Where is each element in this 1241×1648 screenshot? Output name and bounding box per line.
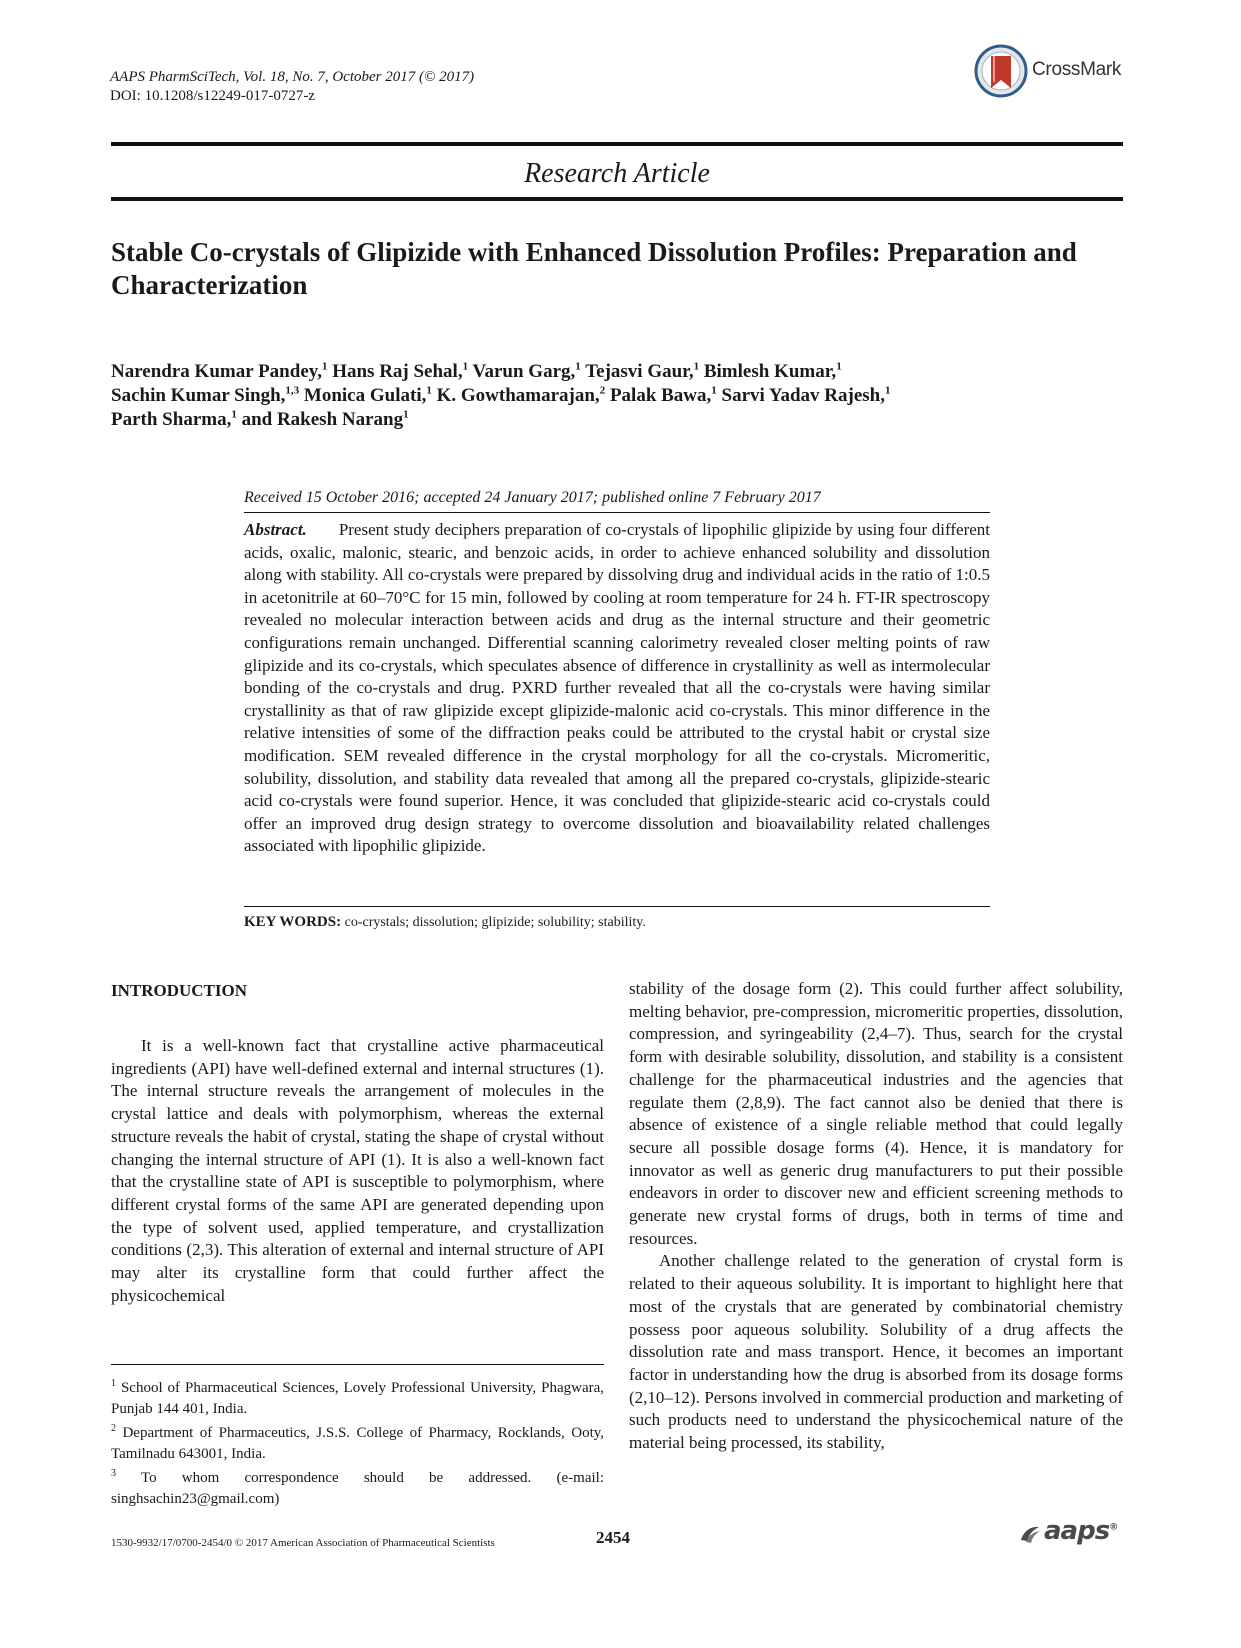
- header-rule-bottom: [111, 197, 1123, 201]
- keywords-text: co-crystals; dissolution; glipizide; solubility; stability.: [344, 915, 646, 930]
- author: Narendra Kumar Pandey,$^1$: [111, 360, 328, 382]
- crossmark-label: CrossMark: [1032, 59, 1122, 80]
- author-list: [111, 360, 1011, 432]
- author: and Rakesh Narang$^1$: [241, 408, 409, 430]
- author: K. Gowthamarajan,$^2$: [436, 384, 606, 406]
- intro-paragraph: It is a well-known fact that crystalline active pharmaceutical ingredients (API) have well-defined external and internal structures (1). The internal structure reveals the arrangement of molecules in the crystal lattice and deals with polymorphism, whereas the external structure reveals the habit of crystal, stating the shape of crystal without changing the internal structure of API (1). It is also a well-known fact that the crystalline state of API is susceptible to polymorphism, where different crystal forms of the same API are generated depending upon the type of solvent used, applied temperature, and crystallization conditions (2,3). This alteration of external and internal structure of API may alter its crystalline form that could further affect the physicochemical: [111, 1036, 604, 1305]
- author: Palak Bawa,$^1$: [609, 384, 717, 406]
- footnote-rule: [111, 1364, 604, 1365]
- aaps-wordmark: aaps®: [1044, 1516, 1118, 1546]
- footnote: $^1$ School of Pharmaceutical Sciences, Lovely Professional University, Phagwara, Punjab 144 401, India.: [111, 1378, 605, 1417]
- abstract-label: Abstract.: [244, 520, 307, 539]
- crossmark-icon: [974, 44, 1028, 98]
- author: Hans Raj Sehal,$^1$: [332, 360, 469, 382]
- right-column-body: [629, 978, 1123, 1455]
- intro-paragraph-continued: stability of the dosage form (2). This could further affect solubility, melting behavior, pre-compression, micromeritic properties, dissolution, compression, and syringeability (2,4–7). Thus, search for the crystal form with desirable solubility, dissolution, and stability is a consistent challenge for the pharmaceutical industries and the agencies that regulate them (2,8,9). The fact cannot also be denied that there is absence of existence of a single reliable method that could legally secure all possible dosage forms (4). Hence, it is mandatory for innovator as well as generic drug manufacturers to put their possible endeavors in order to discover new and efficient screening methods to generate new crystal forms of drugs, both in terms of time and resources.: [629, 979, 1123, 1248]
- abstract-text: Present study deciphers preparation of co-crystals of lipophilic glipizide by using four different acids, oxalic, malonic, stearic, and benzoic acids, in order to achieve enhanced solubility and dissolution along with stability. All co-crystals were prepared by dissolving drug and individual acids in the ratio of 1:0.5 in acetonitrile at 60–70°C for 15 min, followed by cooling at room temperature for 24 h. FT-IR spectroscopy revealed no molecular interaction between acids and drug as the internal structure and their geometric configurations remain unchanged. Differential scanning calorimetry revealed closer melting points of raw glipizide and its co-crystals, which speculates absence of difference in crystallinity as well as intermolecular bonding of the co-crystals and drug. PXRD further revealed that all the co-crystals were having similar crystallinity as that of raw glipizide except glipizide-malonic acid co-crystals. This minor difference in the relative intensities of some of the diffraction peaks could be attributed to the crystal habit or crystal size modification. SEM revealed difference in the crystal morphology for all the co-crystals. Micromeritic, solubility, dissolution, and stability data revealed that among all the prepared co-crystals, glipizide-stearic acid co-crystals were found superior. Hence, it was concluded that glipizide-stearic acid co-crystals could offer an improved drug design strategy to overcome dissolution and bioavailability related challenges associated with lipophilic glipizide.: [244, 520, 990, 856]
- author: Varun Garg,$^1$: [472, 360, 581, 382]
- doi[interactable]: DOI: 10.1208/s12249-017-0727-z: [110, 88, 315, 104]
- aaps-logo: [1018, 1516, 1124, 1548]
- footnote: $^3$ To whom correspondence should be addressed. (e-mail: singhsachin23@gmail.com): [111, 1468, 605, 1507]
- author: Tejasvi Gaur,$^1$: [585, 360, 700, 382]
- author: Sarvi Yadav Rajesh,$^1$: [721, 384, 891, 406]
- abstract-rule-top: [244, 512, 990, 513]
- crossmark-badge[interactable]: [974, 44, 1124, 100]
- article-type: Research Article: [524, 158, 710, 189]
- publication-history: Received 15 October 2016; accepted 24 January 2017; published online 7 February 2017: [244, 489, 821, 506]
- author: Monica Gulati,$^1$: [303, 384, 432, 406]
- author: Bimlesh Kumar,$^1$: [703, 360, 842, 382]
- page-number: 2454: [596, 1528, 630, 1547]
- footnote: $^2$ Department of Pharmaceutics, J.S.S. College of Pharmacy, Rocklands, Ooty, Tamilnadu 643001, India.: [111, 1423, 605, 1462]
- section-heading-introduction: INTRODUCTION: [111, 981, 248, 1000]
- journal-citation: AAPS PharmSciTech, Vol. 18, No. 7, October 2017 (© 2017): [110, 69, 475, 85]
- article-title: Stable Co-crystals of Glipizide with Enhanced Dissolution Profiles: Preparation and Characterization: [111, 237, 1077, 300]
- footnotes: [111, 1374, 604, 1509]
- abstract-rule-bottom: [244, 906, 990, 907]
- left-column-body: [111, 1035, 604, 1307]
- intro-paragraph: Another challenge related to the generation of crystal form is related to their aqueous solubility. It is important to highlight here that most of the crystals that are generated by combinatorial chemistry possess poor aqueous solubility. Solubility of a drug affects the dissolution rate and mass transport. Hence, it becomes an important factor in understanding how the drug is absorbed from its dosage forms (2,10–12). Persons involved in commercial production and marketing of such products need to understand the physicochemical nature of the material being processed, its stability,: [629, 1251, 1123, 1453]
- aaps-swoosh-icon: [1018, 1522, 1042, 1546]
- keywords-label: KEY WORDS:: [244, 914, 342, 930]
- keywords: [244, 913, 646, 932]
- author: Sachin Kumar Singh,$^{1,3}$: [111, 384, 300, 406]
- author: Parth Sharma,$^1$: [111, 408, 237, 430]
- header-rule-top: [111, 142, 1123, 146]
- issn-copyright-line: 1530-9932/17/0700-2454/0 © 2017 American Association of Pharmaceutical Scientists: [111, 1537, 495, 1549]
- abstract: [244, 519, 990, 858]
